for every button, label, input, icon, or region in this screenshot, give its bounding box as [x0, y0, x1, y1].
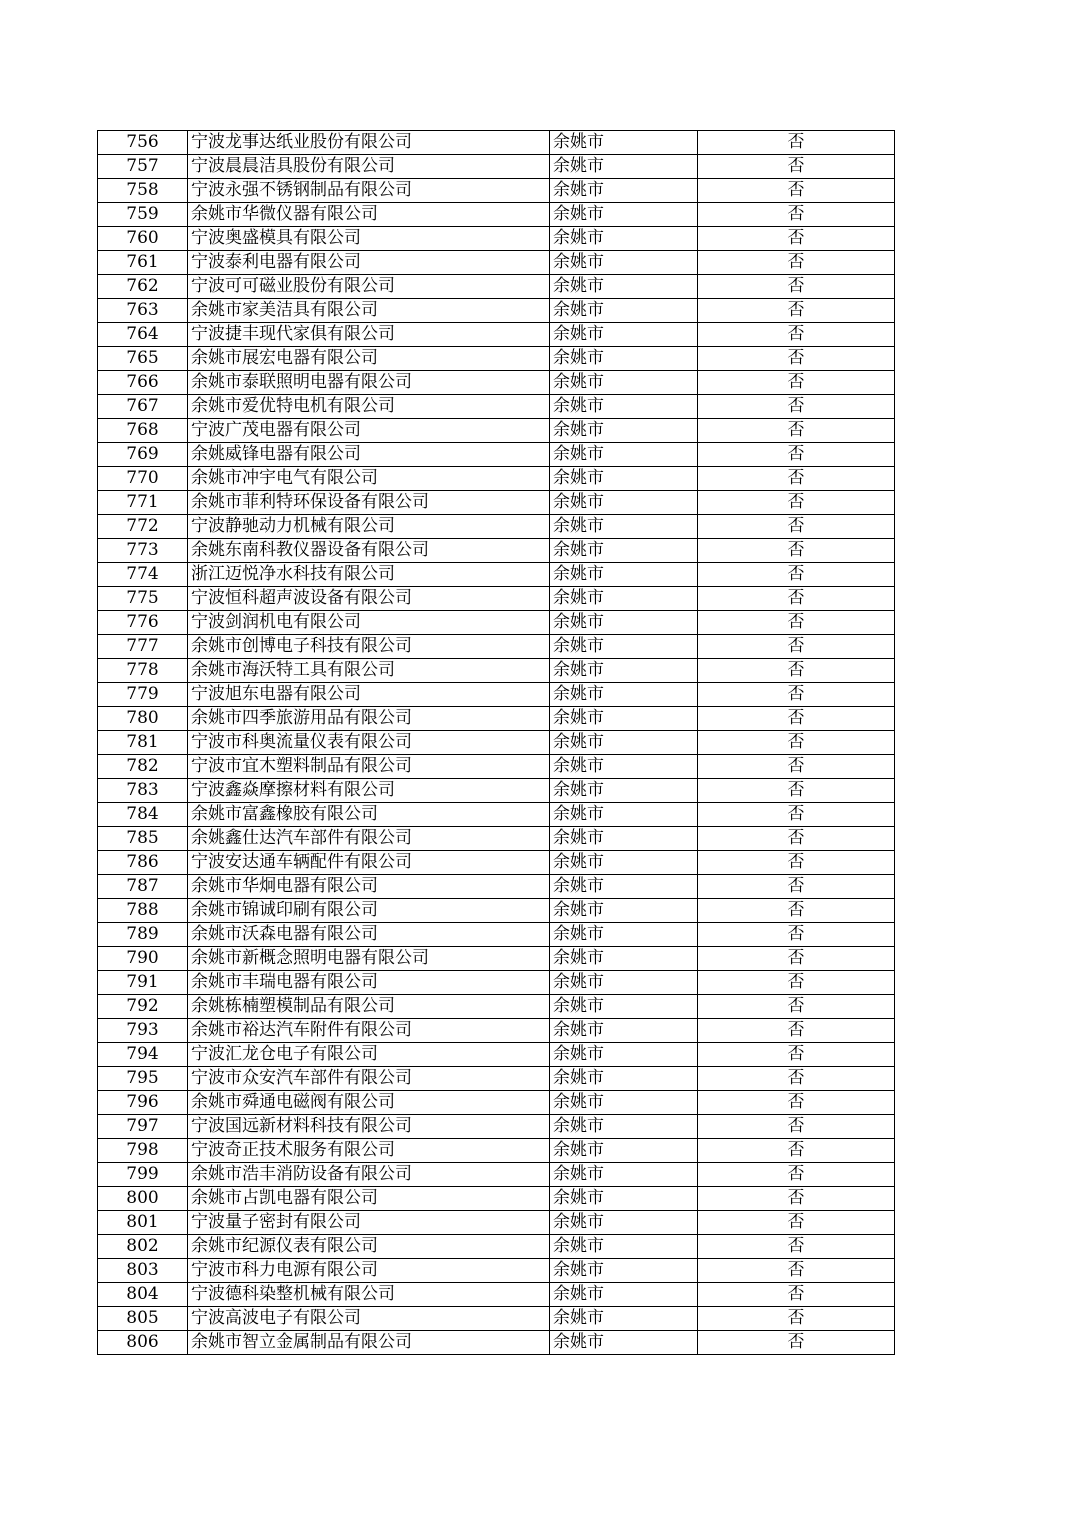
table-row — [98, 347, 895, 371]
table-row — [98, 899, 895, 923]
table-row — [98, 731, 895, 755]
row-number-cell: 778 — [98, 659, 188, 683]
company-name-cell: 宁波奇正技术服务有限公司 — [188, 1139, 550, 1163]
row-number-cell: 780 — [98, 707, 188, 731]
table-row — [98, 419, 895, 443]
company-name-cell: 余姚市锦诚印刷有限公司 — [188, 899, 550, 923]
table-row — [98, 755, 895, 779]
status-cell: 否 — [698, 1139, 895, 1163]
status-cell: 否 — [698, 1235, 895, 1259]
row-number-cell: 805 — [98, 1307, 188, 1331]
status-cell: 否 — [698, 731, 895, 755]
city-cell: 余姚市 — [550, 1043, 698, 1067]
table-row — [98, 251, 895, 275]
table-row — [98, 1331, 895, 1355]
company-name-cell: 宁波市宜木塑料制品有限公司 — [188, 755, 550, 779]
status-cell: 否 — [698, 1115, 895, 1139]
company-list-table — [97, 130, 895, 1355]
status-cell: 否 — [698, 539, 895, 563]
city-cell: 余姚市 — [550, 1211, 698, 1235]
row-number-cell: 792 — [98, 995, 188, 1019]
table-row — [98, 131, 895, 155]
city-cell: 余姚市 — [550, 539, 698, 563]
company-name-cell: 余姚市浩丰消防设备有限公司 — [188, 1163, 550, 1187]
company-name-cell: 余姚市华微仪器有限公司 — [188, 203, 550, 227]
status-cell: 否 — [698, 515, 895, 539]
status-cell: 否 — [698, 131, 895, 155]
city-cell: 余姚市 — [550, 923, 698, 947]
table-row — [98, 563, 895, 587]
company-name-cell: 宁波可可磁业股份有限公司 — [188, 275, 550, 299]
status-cell: 否 — [698, 419, 895, 443]
city-cell: 余姚市 — [550, 155, 698, 179]
table-row — [98, 1307, 895, 1331]
status-cell: 否 — [698, 371, 895, 395]
city-cell: 余姚市 — [550, 203, 698, 227]
city-cell: 余姚市 — [550, 515, 698, 539]
row-number-cell: 789 — [98, 923, 188, 947]
status-cell: 否 — [698, 347, 895, 371]
status-cell: 否 — [698, 923, 895, 947]
row-number-cell: 761 — [98, 251, 188, 275]
table-body — [98, 131, 895, 1355]
table-row — [98, 1043, 895, 1067]
row-number-cell: 804 — [98, 1283, 188, 1307]
row-number-cell: 781 — [98, 731, 188, 755]
table-row — [98, 635, 895, 659]
company-name-cell: 余姚市展宏电器有限公司 — [188, 347, 550, 371]
company-name-cell: 宁波奥盛模具有限公司 — [188, 227, 550, 251]
status-cell: 否 — [698, 779, 895, 803]
company-name-cell: 余姚市裕达汽车附件有限公司 — [188, 1019, 550, 1043]
row-number-cell: 783 — [98, 779, 188, 803]
row-number-cell: 793 — [98, 1019, 188, 1043]
city-cell: 余姚市 — [550, 371, 698, 395]
row-number-cell: 760 — [98, 227, 188, 251]
status-cell: 否 — [698, 683, 895, 707]
city-cell: 余姚市 — [550, 683, 698, 707]
company-name-cell: 宁波市众安汽车部件有限公司 — [188, 1067, 550, 1091]
table-row — [98, 275, 895, 299]
status-cell: 否 — [698, 755, 895, 779]
status-cell: 否 — [698, 635, 895, 659]
row-number-cell: 764 — [98, 323, 188, 347]
company-name-cell: 宁波剑润机电有限公司 — [188, 611, 550, 635]
company-name-cell: 宁波永强不锈钢制品有限公司 — [188, 179, 550, 203]
company-name-cell: 宁波泰利电器有限公司 — [188, 251, 550, 275]
table-row — [98, 611, 895, 635]
city-cell: 余姚市 — [550, 827, 698, 851]
table-row — [98, 1115, 895, 1139]
company-name-cell: 宁波广茂电器有限公司 — [188, 419, 550, 443]
city-cell: 余姚市 — [550, 659, 698, 683]
city-cell: 余姚市 — [550, 755, 698, 779]
row-number-cell: 775 — [98, 587, 188, 611]
row-number-cell: 759 — [98, 203, 188, 227]
city-cell: 余姚市 — [550, 1091, 698, 1115]
row-number-cell: 795 — [98, 1067, 188, 1091]
table-row — [98, 1139, 895, 1163]
city-cell: 余姚市 — [550, 299, 698, 323]
table-row — [98, 851, 895, 875]
table-row — [98, 539, 895, 563]
table-row — [98, 179, 895, 203]
company-name-cell: 余姚市菲利特环保设备有限公司 — [188, 491, 550, 515]
row-number-cell: 799 — [98, 1163, 188, 1187]
company-name-cell: 余姚市四季旅游用品有限公司 — [188, 707, 550, 731]
row-number-cell: 784 — [98, 803, 188, 827]
company-name-cell: 宁波恒科超声波设备有限公司 — [188, 587, 550, 611]
status-cell: 否 — [698, 827, 895, 851]
city-cell: 余姚市 — [550, 1067, 698, 1091]
row-number-cell: 758 — [98, 179, 188, 203]
company-name-cell: 余姚栋楠塑模制品有限公司 — [188, 995, 550, 1019]
city-cell: 余姚市 — [550, 1187, 698, 1211]
status-cell: 否 — [698, 395, 895, 419]
table-row — [98, 515, 895, 539]
company-name-cell: 余姚市占凯电器有限公司 — [188, 1187, 550, 1211]
company-name-cell: 余姚市冲宇电气有限公司 — [188, 467, 550, 491]
city-cell: 余姚市 — [550, 251, 698, 275]
city-cell: 余姚市 — [550, 707, 698, 731]
table-row — [98, 1019, 895, 1043]
table-row — [98, 1091, 895, 1115]
company-name-cell: 宁波捷丰现代家俱有限公司 — [188, 323, 550, 347]
city-cell: 余姚市 — [550, 395, 698, 419]
city-cell: 余姚市 — [550, 1139, 698, 1163]
row-number-cell: 767 — [98, 395, 188, 419]
city-cell: 余姚市 — [550, 995, 698, 1019]
status-cell: 否 — [698, 1283, 895, 1307]
row-number-cell: 768 — [98, 419, 188, 443]
status-cell: 否 — [698, 1187, 895, 1211]
table-row — [98, 1163, 895, 1187]
status-cell: 否 — [698, 1211, 895, 1235]
city-cell: 余姚市 — [550, 851, 698, 875]
row-number-cell: 798 — [98, 1139, 188, 1163]
row-number-cell: 797 — [98, 1115, 188, 1139]
company-name-cell: 余姚市华炯电器有限公司 — [188, 875, 550, 899]
table-row — [98, 947, 895, 971]
company-name-cell: 宁波量子密封有限公司 — [188, 1211, 550, 1235]
status-cell: 否 — [698, 803, 895, 827]
company-name-cell: 宁波鑫焱摩擦材料有限公司 — [188, 779, 550, 803]
table-row — [98, 1211, 895, 1235]
status-cell: 否 — [698, 1067, 895, 1091]
status-cell: 否 — [698, 1163, 895, 1187]
row-number-cell: 762 — [98, 275, 188, 299]
row-number-cell: 786 — [98, 851, 188, 875]
row-number-cell: 803 — [98, 1259, 188, 1283]
row-number-cell: 766 — [98, 371, 188, 395]
company-name-cell: 宁波市科力电源有限公司 — [188, 1259, 550, 1283]
company-name-cell: 宁波龙事达纸业股份有限公司 — [188, 131, 550, 155]
company-name-cell: 余姚东南科教仪器设备有限公司 — [188, 539, 550, 563]
company-name-cell: 宁波国远新材料科技有限公司 — [188, 1115, 550, 1139]
company-name-cell: 余姚市爱优特电机有限公司 — [188, 395, 550, 419]
city-cell: 余姚市 — [550, 635, 698, 659]
status-cell: 否 — [698, 323, 895, 347]
city-cell: 余姚市 — [550, 275, 698, 299]
status-cell: 否 — [698, 155, 895, 179]
row-number-cell: 796 — [98, 1091, 188, 1115]
table-row — [98, 1067, 895, 1091]
row-number-cell: 785 — [98, 827, 188, 851]
status-cell: 否 — [698, 707, 895, 731]
table-row — [98, 995, 895, 1019]
status-cell: 否 — [698, 563, 895, 587]
status-cell: 否 — [698, 611, 895, 635]
status-cell: 否 — [698, 299, 895, 323]
table-row — [98, 779, 895, 803]
status-cell: 否 — [698, 899, 895, 923]
status-cell: 否 — [698, 875, 895, 899]
row-number-cell: 801 — [98, 1211, 188, 1235]
status-cell: 否 — [698, 443, 895, 467]
status-cell: 否 — [698, 227, 895, 251]
table-row — [98, 827, 895, 851]
company-name-cell: 余姚市泰联照明电器有限公司 — [188, 371, 550, 395]
company-name-cell: 宁波汇龙仓电子有限公司 — [188, 1043, 550, 1067]
status-cell: 否 — [698, 1091, 895, 1115]
status-cell: 否 — [698, 659, 895, 683]
status-cell: 否 — [698, 179, 895, 203]
table-row — [98, 323, 895, 347]
city-cell: 余姚市 — [550, 731, 698, 755]
table-row — [98, 1235, 895, 1259]
table-row — [98, 395, 895, 419]
company-name-cell: 宁波安达通车辆配件有限公司 — [188, 851, 550, 875]
table-row — [98, 683, 895, 707]
table-row — [98, 707, 895, 731]
row-number-cell: 787 — [98, 875, 188, 899]
table-row — [98, 803, 895, 827]
row-number-cell: 802 — [98, 1235, 188, 1259]
city-cell: 余姚市 — [550, 947, 698, 971]
city-cell: 余姚市 — [550, 1307, 698, 1331]
company-name-cell: 余姚市舜通电磁阀有限公司 — [188, 1091, 550, 1115]
status-cell: 否 — [698, 467, 895, 491]
table-row — [98, 443, 895, 467]
row-number-cell: 772 — [98, 515, 188, 539]
city-cell: 余姚市 — [550, 323, 698, 347]
status-cell: 否 — [698, 275, 895, 299]
row-number-cell: 763 — [98, 299, 188, 323]
table-row — [98, 1283, 895, 1307]
row-number-cell: 757 — [98, 155, 188, 179]
row-number-cell: 756 — [98, 131, 188, 155]
row-number-cell: 765 — [98, 347, 188, 371]
company-name-cell: 余姚市丰瑞电器有限公司 — [188, 971, 550, 995]
status-cell: 否 — [698, 1331, 895, 1355]
row-number-cell: 769 — [98, 443, 188, 467]
status-cell: 否 — [698, 1043, 895, 1067]
status-cell: 否 — [698, 1019, 895, 1043]
company-name-cell: 宁波晨晨洁具股份有限公司 — [188, 155, 550, 179]
row-number-cell: 790 — [98, 947, 188, 971]
table-row — [98, 299, 895, 323]
status-cell: 否 — [698, 947, 895, 971]
company-name-cell: 余姚市沃森电器有限公司 — [188, 923, 550, 947]
company-name-cell: 余姚市纪源仪表有限公司 — [188, 1235, 550, 1259]
city-cell: 余姚市 — [550, 1331, 698, 1355]
company-name-cell: 余姚市家美洁具有限公司 — [188, 299, 550, 323]
city-cell: 余姚市 — [550, 1235, 698, 1259]
city-cell: 余姚市 — [550, 443, 698, 467]
table-row — [98, 491, 895, 515]
city-cell: 余姚市 — [550, 611, 698, 635]
row-number-cell: 794 — [98, 1043, 188, 1067]
company-name-cell: 余姚市新概念照明电器有限公司 — [188, 947, 550, 971]
table-row — [98, 227, 895, 251]
row-number-cell: 770 — [98, 467, 188, 491]
city-cell: 余姚市 — [550, 1115, 698, 1139]
table-row — [98, 923, 895, 947]
city-cell: 余姚市 — [550, 1019, 698, 1043]
city-cell: 余姚市 — [550, 1283, 698, 1307]
company-name-cell: 余姚市富鑫橡胶有限公司 — [188, 803, 550, 827]
city-cell: 余姚市 — [550, 587, 698, 611]
company-name-cell: 浙江迈悦净水科技有限公司 — [188, 563, 550, 587]
row-number-cell: 771 — [98, 491, 188, 515]
city-cell: 余姚市 — [550, 131, 698, 155]
table-row — [98, 971, 895, 995]
company-name-cell: 余姚市创博电子科技有限公司 — [188, 635, 550, 659]
row-number-cell: 788 — [98, 899, 188, 923]
company-name-cell: 宁波静驰动力机械有限公司 — [188, 515, 550, 539]
status-cell: 否 — [698, 251, 895, 275]
status-cell: 否 — [698, 1307, 895, 1331]
city-cell: 余姚市 — [550, 227, 698, 251]
status-cell: 否 — [698, 587, 895, 611]
city-cell: 余姚市 — [550, 467, 698, 491]
company-name-cell: 余姚市海沃特工具有限公司 — [188, 659, 550, 683]
table-row — [98, 875, 895, 899]
company-name-cell: 余姚威锋电器有限公司 — [188, 443, 550, 467]
city-cell: 余姚市 — [550, 491, 698, 515]
status-cell: 否 — [698, 851, 895, 875]
table-row — [98, 587, 895, 611]
city-cell: 余姚市 — [550, 1259, 698, 1283]
status-cell: 否 — [698, 491, 895, 515]
row-number-cell: 791 — [98, 971, 188, 995]
company-name-cell: 宁波高波电子有限公司 — [188, 1307, 550, 1331]
row-number-cell: 779 — [98, 683, 188, 707]
status-cell: 否 — [698, 203, 895, 227]
status-cell: 否 — [698, 971, 895, 995]
table-row — [98, 155, 895, 179]
city-cell: 余姚市 — [550, 179, 698, 203]
table-row — [98, 203, 895, 227]
city-cell: 余姚市 — [550, 803, 698, 827]
row-number-cell: 782 — [98, 755, 188, 779]
company-name-cell: 余姚鑫仕达汽车部件有限公司 — [188, 827, 550, 851]
city-cell: 余姚市 — [550, 1163, 698, 1187]
city-cell: 余姚市 — [550, 347, 698, 371]
row-number-cell: 777 — [98, 635, 188, 659]
row-number-cell: 773 — [98, 539, 188, 563]
row-number-cell: 776 — [98, 611, 188, 635]
city-cell: 余姚市 — [550, 875, 698, 899]
status-cell: 否 — [698, 995, 895, 1019]
table-row — [98, 371, 895, 395]
status-cell: 否 — [698, 1259, 895, 1283]
table-row — [98, 659, 895, 683]
company-name-cell: 余姚市智立金属制品有限公司 — [188, 1331, 550, 1355]
city-cell: 余姚市 — [550, 779, 698, 803]
city-cell: 余姚市 — [550, 971, 698, 995]
table-row — [98, 1187, 895, 1211]
table-row — [98, 1259, 895, 1283]
city-cell: 余姚市 — [550, 563, 698, 587]
company-name-cell: 宁波旭东电器有限公司 — [188, 683, 550, 707]
table-row — [98, 467, 895, 491]
row-number-cell: 774 — [98, 563, 188, 587]
row-number-cell: 806 — [98, 1331, 188, 1355]
company-name-cell: 宁波德科染整机械有限公司 — [188, 1283, 550, 1307]
city-cell: 余姚市 — [550, 899, 698, 923]
city-cell: 余姚市 — [550, 419, 698, 443]
company-name-cell: 宁波市科奥流量仪表有限公司 — [188, 731, 550, 755]
row-number-cell: 800 — [98, 1187, 188, 1211]
